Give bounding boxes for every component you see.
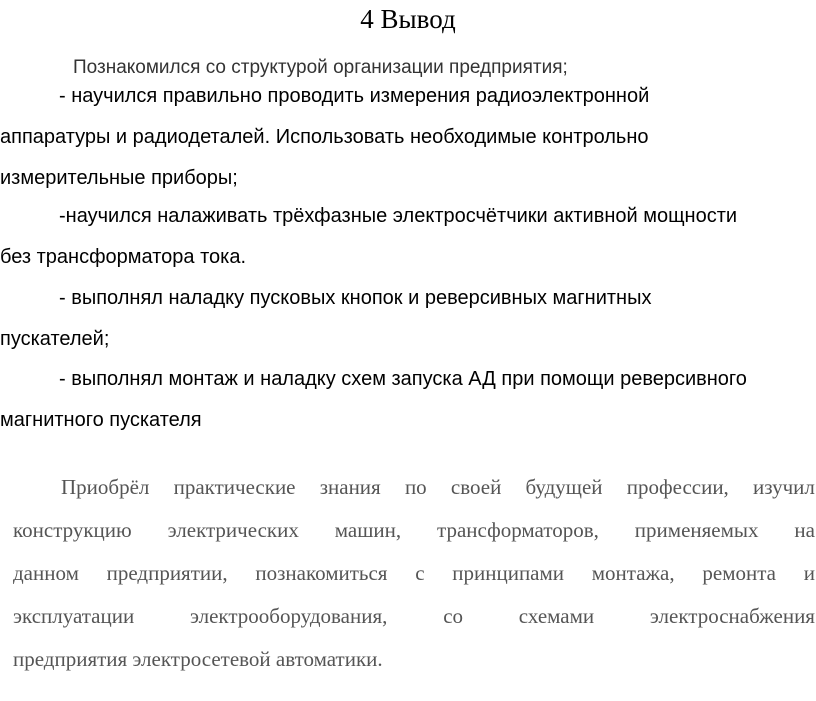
list-item-first-line: - выполнял наладку пусковых кнопок и реверсивных магнитных bbox=[59, 287, 652, 309]
list-item-line: аппаратуры и радиодеталей. Использовать необходимые контрольно bbox=[0, 126, 649, 148]
intro-line: Познакомился со структурой организации предприятия; bbox=[73, 57, 568, 78]
word: электроснабжения bbox=[649, 604, 815, 628]
word: знания bbox=[319, 475, 381, 499]
list-item-line: измерительные приборы; bbox=[0, 167, 238, 189]
list-item bbox=[0, 196, 816, 278]
list-item-line: пускателей; bbox=[0, 328, 110, 350]
word: своей bbox=[450, 475, 502, 499]
word: на bbox=[794, 518, 815, 542]
word: изучил bbox=[753, 475, 815, 499]
word: данном bbox=[13, 561, 79, 585]
page-title: 4 Вывод bbox=[360, 4, 456, 34]
word: монтажа, bbox=[591, 561, 675, 585]
word: по bbox=[404, 475, 427, 499]
word: эксплуатации bbox=[13, 604, 135, 628]
word: профессии, bbox=[626, 475, 729, 499]
word: и bbox=[803, 561, 815, 585]
word: со bbox=[443, 604, 464, 628]
conclusion-line bbox=[13, 595, 815, 638]
conclusion-line bbox=[13, 466, 815, 509]
conclusion-line bbox=[13, 509, 815, 552]
word: применяемых bbox=[634, 518, 759, 542]
word: ремонта bbox=[702, 561, 776, 585]
word: машин, bbox=[334, 518, 402, 542]
word: с bbox=[415, 561, 425, 585]
word: конструкцию bbox=[13, 518, 132, 542]
list-item-first-line: - выполнял монтаж и наладку схем запуска АД при помощи реверсивного bbox=[59, 368, 747, 390]
word: познакомиться bbox=[255, 561, 388, 585]
conclusion-line: предприятия электросетевой автоматики. bbox=[13, 647, 383, 671]
list-item-first-line: - научился правильно проводить измерения радиоэлектронной bbox=[59, 85, 650, 107]
word: электрооборудования, bbox=[189, 604, 388, 628]
word: Приобрёл bbox=[61, 475, 150, 499]
list-item bbox=[0, 359, 816, 441]
word: практические bbox=[173, 475, 296, 499]
list-item-first-line: -научился налаживать трёхфазные электросчётчики активной мощности bbox=[59, 205, 738, 227]
list-item bbox=[0, 76, 816, 199]
word: будущей bbox=[525, 475, 603, 499]
word: принципами bbox=[452, 561, 565, 585]
word: предприятии, bbox=[106, 561, 228, 585]
list-item bbox=[0, 278, 816, 360]
word: схемами bbox=[518, 604, 595, 628]
conclusion-line bbox=[13, 552, 815, 595]
conclusion-paragraph bbox=[13, 466, 815, 681]
list-item-line: без трансформатора тока. bbox=[0, 246, 247, 268]
word: трансформаторов, bbox=[437, 518, 599, 542]
word: электрических bbox=[167, 518, 299, 542]
list-item-line: магнитного пускателя bbox=[0, 409, 202, 431]
